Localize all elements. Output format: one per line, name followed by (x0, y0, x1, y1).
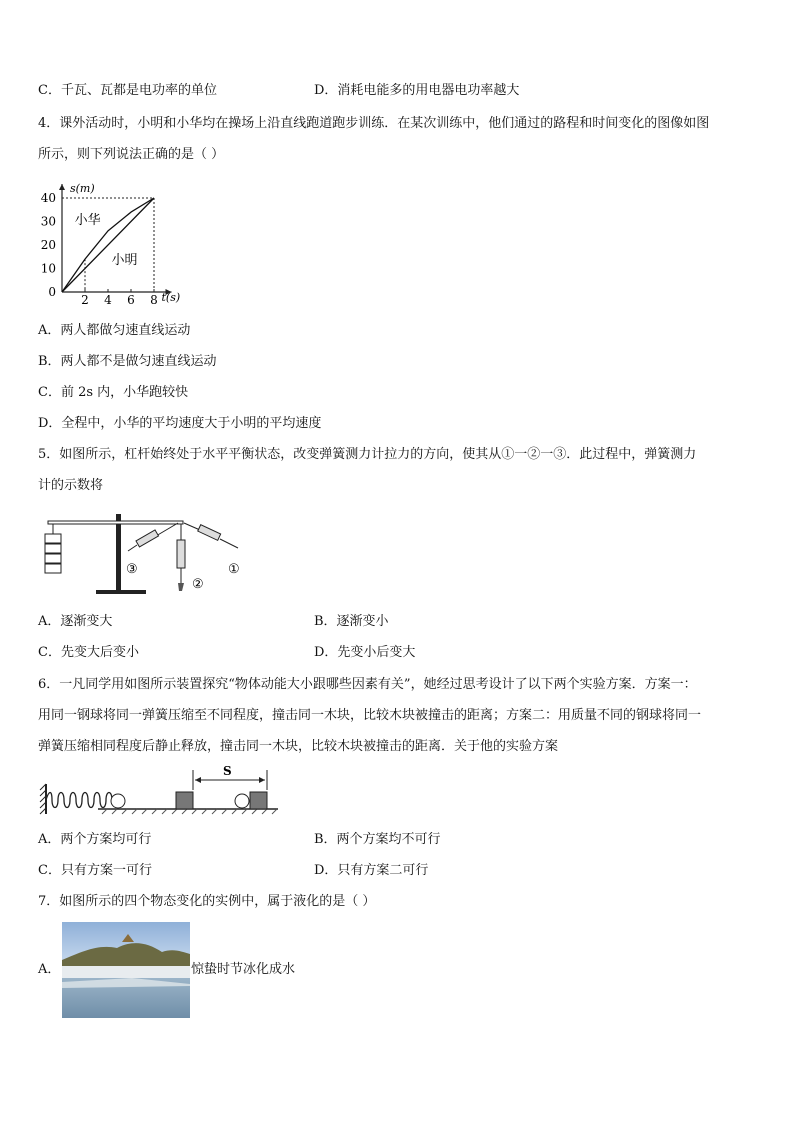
q3-option-c: C．千瓦、瓦都是电功率的单位 (38, 83, 217, 98)
q4-distance-time-chart (38, 170, 198, 310)
y-tick-label: 0 (48, 285, 56, 299)
q6-option-b: B．两个方案均不可行 (314, 832, 441, 847)
y-axis-label: s(m) (70, 182, 95, 195)
q6-stem-line3: 弹簧压缩相同程度后静止释放，撞击同一木块，比较木块被撞击的距离．关于他的实验方案 (38, 739, 559, 754)
q5-option-b: B．逐渐变小 (314, 614, 389, 629)
q4-option-c: C．前 2s 内，小华跑较快 (38, 385, 189, 400)
x-tick-label: 6 (127, 293, 135, 307)
wood-block-start (176, 792, 193, 809)
q4-stem-line2: 所示，则下列说法正确的是（ ） (38, 147, 225, 162)
steel-ball-end (235, 794, 249, 808)
spring-scale-3 (128, 523, 178, 551)
q7-stem: 7．如图所示的四个物态变化的实例中，属于液化的是（ ） (38, 894, 376, 909)
q5-option-d: D．先变小后变大 (314, 645, 416, 660)
q7-option-a-photo (62, 922, 190, 1018)
lever-stand-base (96, 590, 146, 594)
q5-lever-figure (38, 508, 253, 598)
q6-stem-line2: 用同一钢球将同一弹簧压缩至不同程度，撞击同一木块，比较木块被撞击的距离；方案二：用质量不同的钢球将同一 (38, 708, 702, 723)
lever-stand-pole (116, 514, 121, 592)
y-tick-label: 20 (40, 238, 56, 252)
q7-option-a-letter: A． (38, 962, 61, 977)
x-tick-label: 8 (150, 293, 158, 307)
q5-stem-line1: 5．如图所示，杠杆始终处于水平平衡状态，改变弹簧测力计拉力的方向，使其从①一②一③．此过程中，弹簧测力 (38, 447, 697, 462)
x-tick-label: 4 (104, 293, 112, 307)
q4-stem-line1: 4．课外活动时，小明和小华均在操场上沿直线跑道跑步训练．在某次训练中，他们通过的路程和时间变化的图像如图 (38, 116, 710, 131)
q7-option-a-text: 惊蛰时节冰化成水 (191, 962, 296, 977)
q4-option-b: B．两人都不是做匀速直线运动 (38, 354, 217, 369)
spring-scale-2 (177, 524, 185, 591)
y-tick-label: 40 (40, 191, 56, 205)
y-tick-label: 30 (40, 214, 56, 229)
y-axis-arrow (59, 184, 65, 190)
q5-option-a: A．逐渐变大 (38, 614, 113, 629)
q6-spring-ball-figure (38, 762, 283, 822)
distance-label: S (223, 764, 232, 778)
q6-stem-line1: 6．一凡同学用如图所示装置探究“物体动能大小跟哪些因素有关”，她经过思考设计了以下两个实验方案．方案一： (38, 677, 697, 692)
label-3: ③ (126, 562, 138, 577)
q6-option-d: D．只有方案二可行 (314, 863, 429, 878)
spring-scale-1 (184, 523, 238, 548)
q5-option-c: C．先变大后变小 (38, 645, 139, 660)
x-axis-label: t(s) (161, 291, 181, 304)
steel-ball-start (111, 794, 125, 808)
q6-option-c: C．只有方案一可行 (38, 863, 152, 878)
y-tick-label: 10 (40, 261, 56, 276)
q4-option-a: A．两人都做匀速直线运动 (38, 323, 191, 338)
series-label-xiaohua: 小华 (74, 212, 101, 228)
x-tick-label: 2 (81, 293, 89, 307)
q5-stem-line2: 计的示数将 (38, 478, 104, 493)
hanging-weights (45, 534, 61, 573)
lever-bar (48, 521, 183, 524)
q6-option-a: A．两个方案均可行 (38, 832, 152, 847)
q4-option-d: D．全程中，小华的平均速度大于小明的平均速度 (38, 416, 322, 431)
series-label-xiaoming: 小明 (111, 252, 138, 268)
wood-block-end (250, 792, 267, 809)
label-2: ② (192, 577, 204, 592)
spring (46, 793, 112, 808)
label-1: ① (228, 562, 240, 577)
q3-option-d: D．消耗电能多的用电器电功率越大 (314, 83, 520, 98)
